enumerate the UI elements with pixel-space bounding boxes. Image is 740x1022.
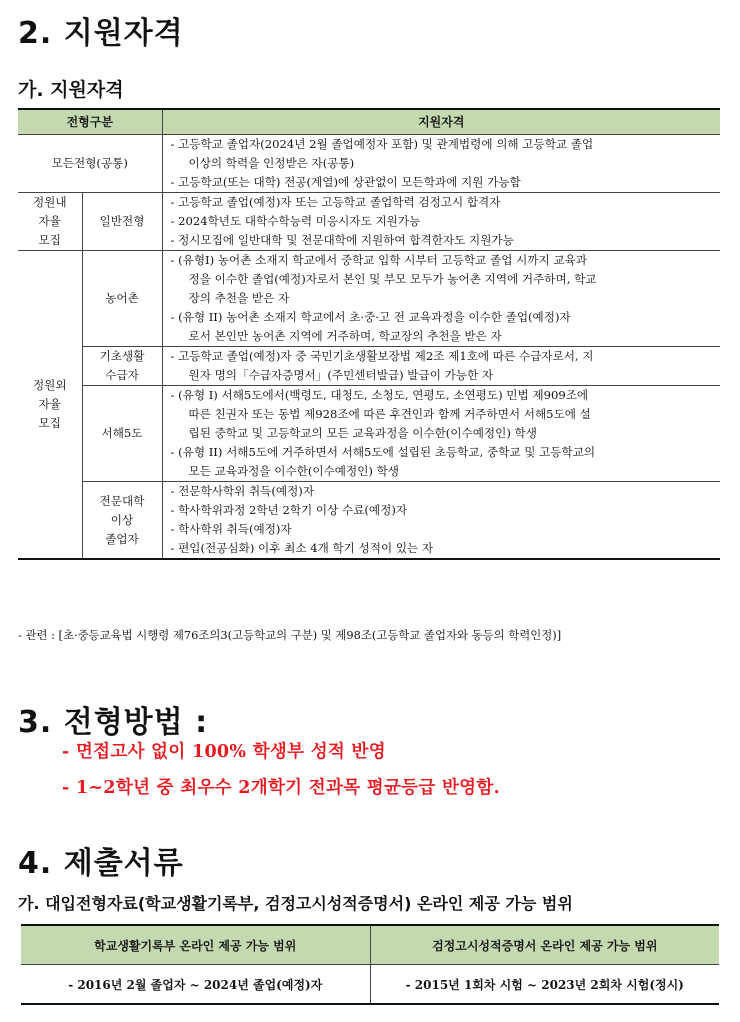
line: 정을 이수한 졸업(예정)자로서 본인 및 부모 모두가 농어촌 지역에 거주하며, 학교 [188,272,597,286]
table-row [21,965,719,1005]
line: - 고등학교 졸업(예정)자 또는 고등학교 졸업학력 검정고시 합격자 [170,195,501,209]
table-row [18,386,720,482]
line: - 학사학위과정 2학년 2학기 이상 수료(예정)자 [170,503,408,517]
table-header-row [18,109,720,135]
qualification-cell [162,386,720,482]
group-line: 자율 [38,214,61,228]
value-school-record: - 2016년 2월 졸업자 ~ 2024년 졸업(예정)자 [21,965,370,1005]
line: 립된 중학교 및 고등학교의 모든 교육과정을 이수한(이수예정인) 학생 [188,426,537,440]
category-general: 일반전형 [82,193,162,251]
group-line: 모집 [38,416,61,430]
table-row [18,482,720,560]
group-outer [18,251,82,560]
category-all: 모든전형(공통) [18,135,162,193]
line: 이상의 학력을 인정받은 자(공통) [188,156,355,170]
line: 장의 추천을 받은 자 [188,291,290,305]
group-inner [18,193,82,251]
table-row [18,251,720,347]
category-college [82,482,162,560]
category-line: 수급자 [105,368,139,382]
section-2-subtitle: 가. 지원자격 [18,79,124,101]
group-line: 정원외 [32,378,67,392]
line: - 고등학교 졸업자(2024년 2월 졸업예정자 포함) 및 관계법령에 의해 고등학교 졸업 [170,137,594,151]
qualification-cell [162,482,720,560]
category-line: 전문대학 [99,493,145,508]
table-row [18,135,720,193]
section-4-title: 4. 제출서류 [18,846,184,881]
header-school-record: 학교생활기록부 온라인 제공 가능 범위 [21,925,370,965]
category-island: 서해5도 [82,386,162,482]
line: 로서 본인만 농어촌 지역에 거주하며, 학교장의 추천을 받은 자 [188,329,502,343]
line: - 정시모집에 일반대학 및 전문대학에 지원하여 합격한자도 지원가능 [170,233,514,247]
line: - (유형 II) 서해5도에 거주하면서 서해5도에 설립된 초등학교, 중학교 및 고등학교의 [170,445,596,459]
table-header-row [21,925,719,965]
header-ged: 검정고시성적증명서 온라인 제공 가능 범위 [370,925,719,965]
category-farm: 농어촌 [82,251,162,347]
group-line: 정원내 [32,195,67,209]
section-4-subtitle: 가. 대입전형자료(학교생활기록부, 검정고시성적증명서) 온라인 제공 가능 범위 [18,894,573,913]
section-3-title: 3. 전형방법 : [18,705,209,740]
qualification-cell [162,251,720,347]
header-category: 전형구분 [18,109,162,135]
header-qualification: 지원자격 [162,109,720,135]
line: - 고등학교 졸업(예정)자 중 국민기초생활보장법 제2조 제1호에 따른 수급자로서, 지 [170,349,594,363]
section-2-title: 2. 지원자격 [18,16,184,51]
line: - (유형 I) 서해5도에서(백령도, 대청도, 소청도, 연평도, 소연평도) 민법 제909조에 [170,388,589,402]
line: - 2024학년도 대학수학능력 미응시자도 지원가능 [170,214,421,228]
line: 따른 친권자 또는 동법 제928조에 따른 후견인과 함께 거주하면서 서해5도에 설 [188,407,591,421]
line: - 편입(전공심화) 이후 최소 4개 학기 성적이 있는 자 [170,541,434,555]
line: - (유형I) 농어촌 소재지 학교에서 중학교 입학 시부터 고등학교 졸업 시까지 교육과 [170,253,587,267]
method-line-2: - 1~2학년 중 최우수 2개학기 전과목 평균등급 반영함. [62,778,500,798]
line: - 전문학사학위 취득(예정)자 [170,484,315,498]
method-line-1: - 면접고사 없이 100% 학생부 성적 반영 [62,742,386,762]
group-line: 모집 [38,233,61,247]
value-ged: - 2015년 1회차 시험 ~ 2023년 2회차 시험(정시) [405,977,684,992]
category-basic [82,347,162,386]
category-line: 졸업자 [105,531,139,546]
line: - 고등학교(또는 대학) 전공(계열)에 상관없이 모든학과에 지원 가능함 [170,175,521,189]
line: - (유형 II) 농어촌 소재지 학교에서 초·중·고 전 교육과정을 이수한 졸업(예정)자 [170,310,571,324]
category-line: 이상 [110,512,134,527]
category-line: 기초생활 [99,349,145,363]
table-row [18,193,720,251]
table-row [18,347,720,386]
online-range-table [21,924,719,1005]
qualification-cell [162,193,720,251]
line: - 학사학위 취득(예정)자 [170,522,292,536]
qualification-cell [162,347,720,386]
related-law-note: - 관련 : [초·중등교육법 시행령 제76조의3(고등학교의 구분) 및 제98조(고등학교 졸업자와 동등의 학력인정)] [18,628,562,642]
group-line: 자율 [38,397,61,411]
line: 원자 명의「수급자증명서」(주민센터발급) 발급이 가능한 자 [188,368,494,382]
eligibility-table [18,108,720,560]
line: 모든 교육과정을 이수한(이수예정인) 학생 [188,464,399,478]
qualification-cell [162,135,720,193]
